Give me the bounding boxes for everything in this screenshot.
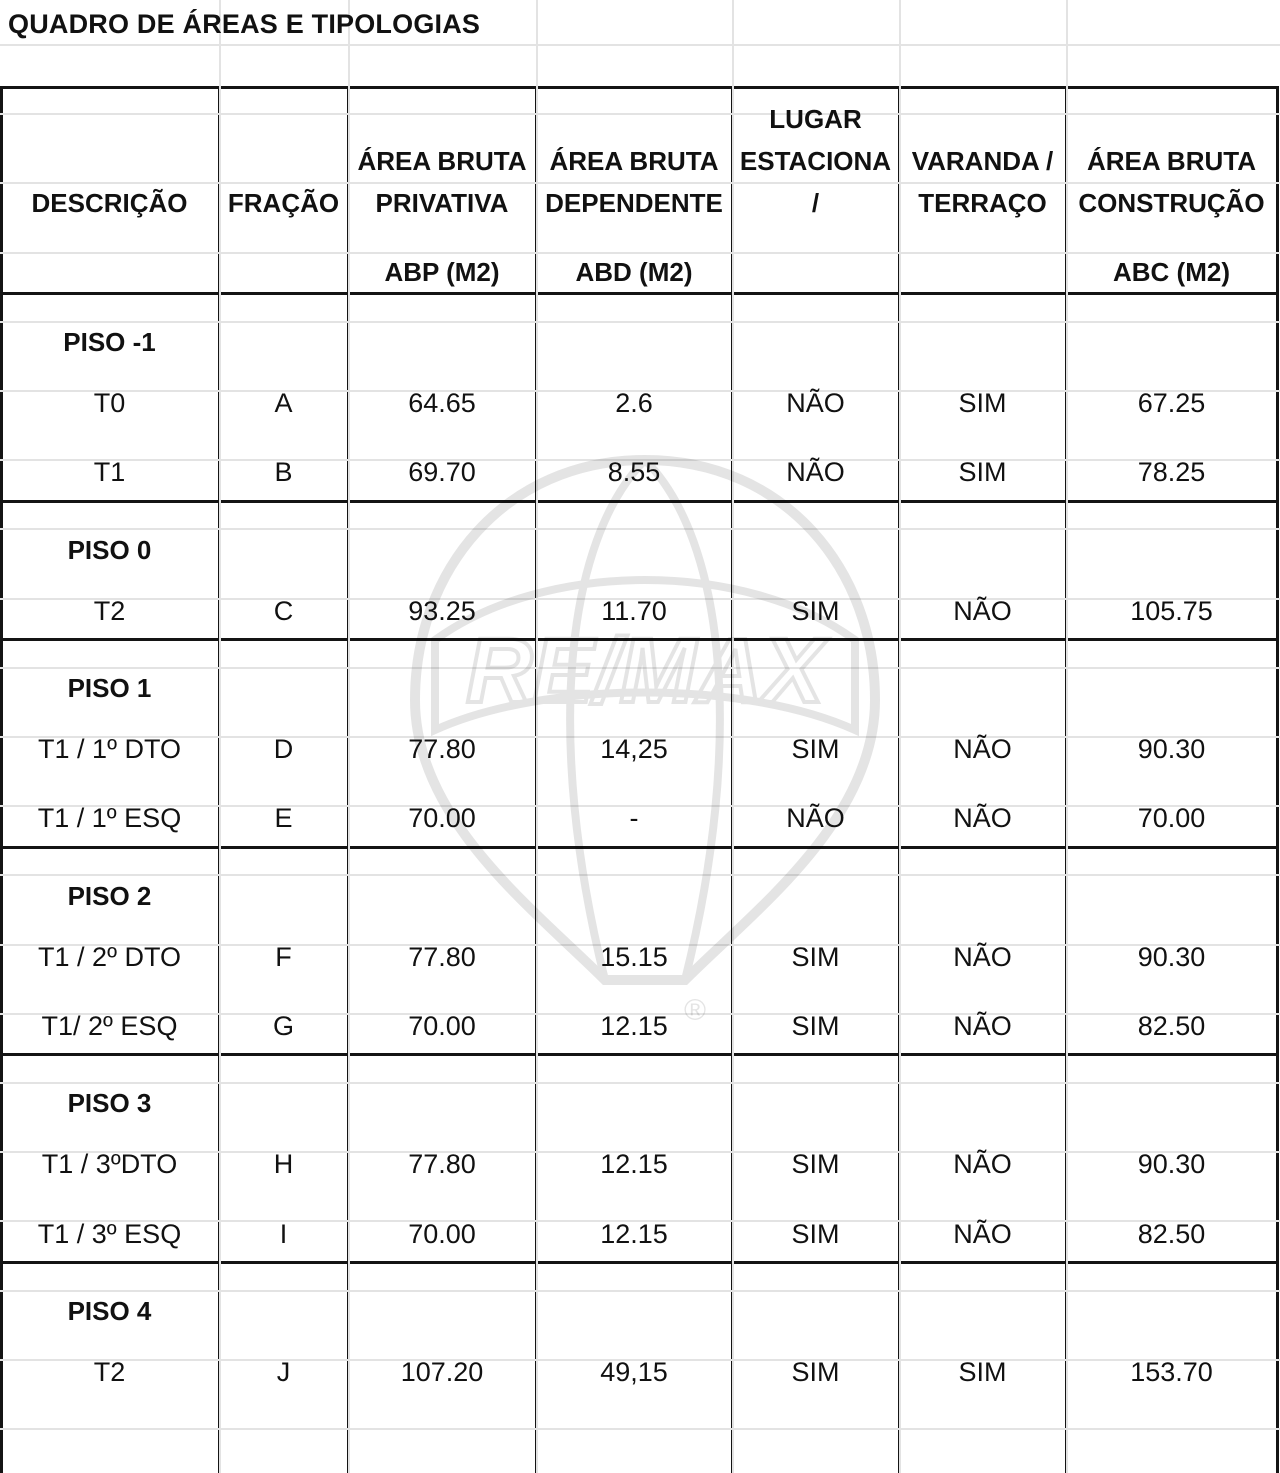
table-cell-descricao: T1/ 2º ESQ xyxy=(41,1011,178,1042)
table-cell-abc: 78.25 xyxy=(1137,457,1206,488)
table-cell-fracao: D xyxy=(273,734,294,765)
table-cell-varanda: NÃO xyxy=(953,1149,1012,1180)
table-cell-abd: 12.15 xyxy=(600,1011,668,1042)
table-cell-abp: 70.00 xyxy=(408,1011,476,1042)
table-cell-lugar: SIM xyxy=(791,1011,840,1042)
column-header-line: FRAÇÃO xyxy=(227,188,340,218)
table-cell-abc: 70.00 xyxy=(1137,803,1206,834)
column-unit-abp: ABP (M2) xyxy=(384,256,500,287)
column-header-line: TERRAÇO xyxy=(918,188,1047,218)
table-cell-abp: 93.25 xyxy=(408,595,476,626)
table-cell-abd: 14,25 xyxy=(600,734,668,765)
column-header-line: DESCRIÇÃO xyxy=(31,188,188,218)
table-cell-descricao: T2 xyxy=(93,595,126,626)
table-cell-lugar: NÃO xyxy=(786,457,845,488)
table-cell-descricao: T1 / 2º DTO xyxy=(38,941,181,972)
table-cell-fracao: C xyxy=(273,595,294,626)
table-cell-abd: 12.15 xyxy=(600,1218,668,1249)
table-cell-abd: 12.15 xyxy=(600,1149,668,1180)
table-title: QUADRO DE ÁREAS E TIPOLOGIAS xyxy=(8,8,481,39)
table-cell-abp: 77.80 xyxy=(408,941,476,972)
table-cell-lugar: SIM xyxy=(791,1218,840,1249)
column-header-line: VARANDA / xyxy=(911,146,1054,176)
column-header-line: ÁREA BRUTA xyxy=(549,146,719,176)
table-cell-lugar: SIM xyxy=(791,941,840,972)
table-cell-abd: 2.6 xyxy=(615,388,653,419)
table-cell-abp: 64.65 xyxy=(408,388,476,419)
column-header-line: CONSTRUÇÃO xyxy=(1078,188,1265,218)
table-cell-abd: 49,15 xyxy=(600,1357,668,1388)
table-cell-abp: 77.80 xyxy=(408,1149,476,1180)
column-header-line: LUGAR xyxy=(769,104,862,134)
table-cell-fracao: G xyxy=(272,1011,294,1042)
column-header-varanda xyxy=(899,140,1066,224)
section-divider xyxy=(0,1053,1277,1056)
column-header-line: DEPENDENTE xyxy=(545,188,723,218)
table-cell-abc: 67.25 xyxy=(1137,388,1206,419)
table-cell-lugar: SIM xyxy=(791,734,840,765)
table-cell-abp: 70.00 xyxy=(408,803,476,834)
table-cell-abp: 69.70 xyxy=(408,457,476,488)
column-header-line: ESTACIONA xyxy=(739,146,892,176)
table-cell-lugar: SIM xyxy=(791,595,840,626)
table-cell-varanda: SIM xyxy=(958,388,1007,419)
table-cell-descricao: T1 / 3ºDTO xyxy=(41,1149,178,1180)
table-cell-lugar: SIM xyxy=(791,1357,840,1388)
table-cell-fracao: B xyxy=(274,457,293,488)
floor-label: PISO 3 xyxy=(67,1088,152,1119)
registered-mark: ® xyxy=(683,994,707,1027)
table-cell-abc: 90.30 xyxy=(1137,941,1206,972)
table-cell-lugar: NÃO xyxy=(786,803,845,834)
table-cell-varanda: NÃO xyxy=(953,734,1012,765)
table-cell-varanda: NÃO xyxy=(953,941,1012,972)
column-header-fracao xyxy=(219,182,348,224)
floor-label: PISO -1 xyxy=(63,327,156,358)
table-cell-fracao: E xyxy=(274,803,293,834)
floor-label: PISO 4 xyxy=(67,1295,152,1326)
table-cell-abc: 82.50 xyxy=(1137,1218,1206,1249)
column-header-line: / xyxy=(811,188,820,218)
column-header-abp xyxy=(348,140,536,224)
section-divider xyxy=(0,1261,1277,1264)
watermark-wordmark: RE/MAX xyxy=(466,620,824,722)
table-cell-descricao: T1 / 3º ESQ xyxy=(37,1218,182,1249)
column-header-abd xyxy=(536,140,732,224)
column-unit-abc: ABC (M2) xyxy=(1113,256,1230,287)
table-cell-varanda: NÃO xyxy=(953,1218,1012,1249)
column-header-line: ÁREA BRUTA xyxy=(357,146,527,176)
table-cell-abc: 82.50 xyxy=(1137,1011,1206,1042)
floor-label: PISO 2 xyxy=(67,880,152,911)
table-cell-descricao: T0 xyxy=(93,388,126,419)
floor-label: PISO 0 xyxy=(67,534,152,565)
table-cell-varanda: SIM xyxy=(958,457,1007,488)
table-cell-lugar: SIM xyxy=(791,1149,840,1180)
table-cell-varanda: NÃO xyxy=(953,1011,1012,1042)
table-cell-descricao: T2 xyxy=(93,1357,126,1388)
column-header-descricao xyxy=(0,182,219,224)
table-cell-abp: 77.80 xyxy=(408,734,476,765)
table-cell-abd: - xyxy=(629,803,639,834)
table-cell-descricao: T1 / 1º DTO xyxy=(38,734,181,765)
table-cell-abd: 11.70 xyxy=(601,595,667,626)
table-cell-fracao: J xyxy=(276,1357,291,1388)
table-cell-fracao: I xyxy=(279,1218,288,1249)
table-cell-abc: 105.75 xyxy=(1130,595,1213,626)
table-cell-abc: 90.30 xyxy=(1137,1149,1206,1180)
table-cell-abc: 90.30 xyxy=(1137,734,1206,765)
table-cell-lugar: NÃO xyxy=(786,388,845,419)
table-cell-descricao: T1 xyxy=(93,457,126,488)
grid-row-line xyxy=(0,44,1280,46)
column-header-lugar xyxy=(732,98,899,224)
table-cell-abc: 153.70 xyxy=(1130,1357,1213,1388)
floor-label: PISO 1 xyxy=(67,673,152,704)
column-header-line: ÁREA BRUTA xyxy=(1087,146,1256,176)
table-top-border xyxy=(0,86,1277,89)
table-cell-abd: 8.55 xyxy=(607,457,661,488)
table-cell-fracao: F xyxy=(275,941,292,972)
column-header-line: PRIVATIVA xyxy=(375,188,509,218)
table-cell-abp: 107.20 xyxy=(400,1357,484,1388)
table-cell-varanda: SIM xyxy=(958,1357,1007,1388)
column-unit-abd: ABD (M2) xyxy=(575,256,693,287)
table-cell-varanda: NÃO xyxy=(953,803,1012,834)
table-cell-abd: 15.15 xyxy=(600,941,668,972)
table-cell-varanda: NÃO xyxy=(953,595,1012,626)
grid-row-line xyxy=(0,113,1280,115)
table-cell-fracao: A xyxy=(274,388,293,419)
table-cell-descricao: T1 / 1º ESQ xyxy=(37,803,182,834)
grid-row-line xyxy=(0,1428,1280,1430)
table-cell-abp: 70.00 xyxy=(408,1218,476,1249)
column-header-abc xyxy=(1066,140,1277,224)
table-cell-fracao: H xyxy=(273,1149,294,1180)
